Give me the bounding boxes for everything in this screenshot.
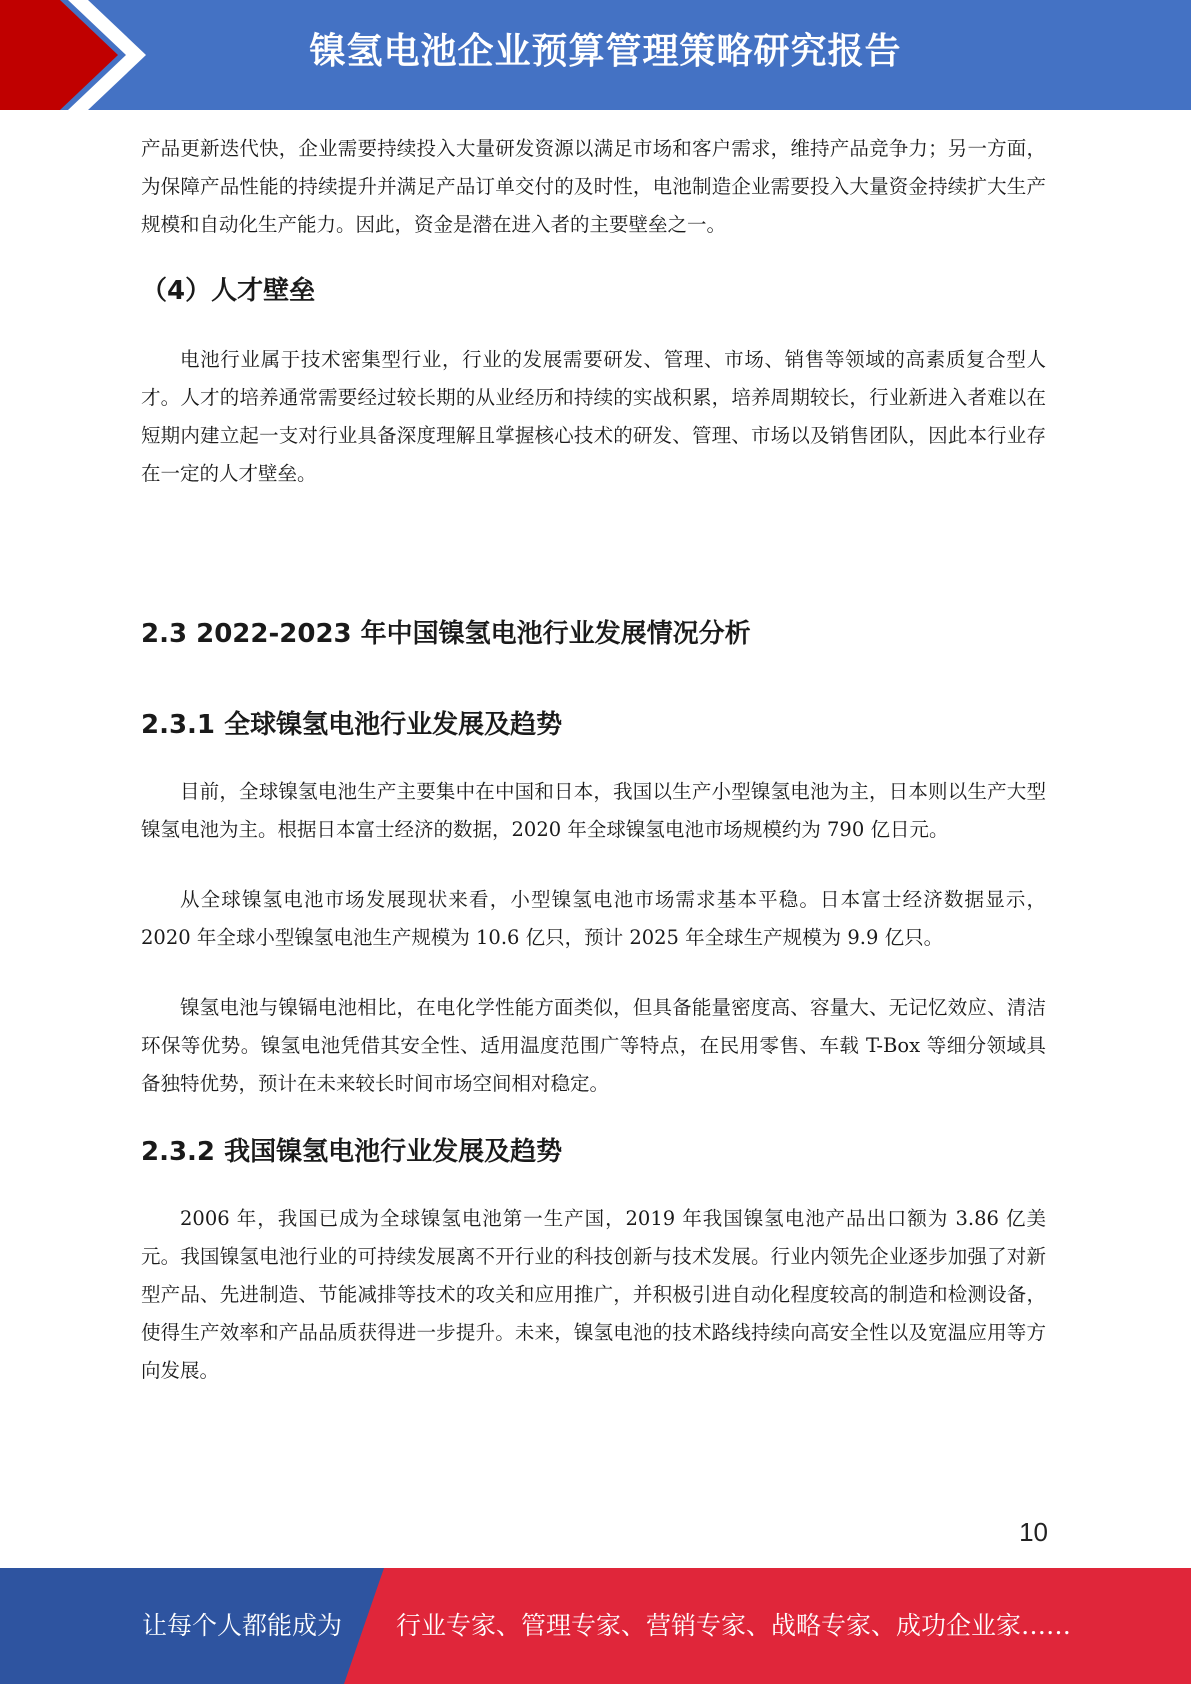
global-paragraph-1: 目前，全球镍氢电池生产主要集中在中国和日本，我国以生产小型镍氢电池为主，日本则以生产大型镍氢电池为主。根据日本富士经济的数据，2020 年全球镍氢电池市场规模约为 790 亿日元。	[141, 780, 1046, 841]
global-paragraph-2: 从全球镍氢电池市场发展现状来看，小型镍氢电池市场需求基本平稳。日本富士经济数据显示，2020 年全球小型镍氢电池生产规模为 10.6 亿只，预计 2025 年全球生产规模为 9.9 亿只。	[141, 888, 1046, 949]
page-body	[141, 130, 1046, 1390]
talent-paragraph: 电池行业属于技术密集型行业，行业的发展需要研发、管理、市场、销售等领域的高素质复合型人才。人才的培养通常需要经过较长期的从业经历和持续的实战积累，培养周期较长，行业新进入者难以在短期内建立起一支对行业具备深度理解且掌握核心技术的研发、管理、市场以及销售团队，因此本行业存在一定的人才壁垒。	[141, 348, 1046, 485]
footer-slogan-right: 行业专家、管理专家、营销专家、战略专家、成功企业家……	[396, 1611, 1072, 1640]
footer-slogan-left: 让每个人都能成为	[142, 1611, 343, 1640]
section-heading-2-3: 2.3 2022-2023 年中国镍氢电池行业发展情况分析	[141, 619, 751, 649]
intro-paragraph: 产品更新迭代快，企业需要持续投入大量研发资源以满足市场和客户需求，维持产品竞争力；另一方面，为保障产品性能的持续提升并满足产品订单交付的及时性，电池制造企业需要投入大量资金持续扩大生产规模和自动化生产能力。因此，资金是潜在进入者的主要壁垒之一。	[141, 137, 1046, 236]
page-number: 10	[1019, 1517, 1048, 1547]
page-footer	[0, 1568, 1191, 1684]
heading-talent-barrier: （4）人才壁垒	[141, 276, 316, 306]
section-heading-2-3-1: 2.3.1 全球镍氢电池行业发展及趋势	[141, 710, 563, 740]
report-title: 镍氢电池企业预算管理策略研究报告	[309, 31, 902, 72]
global-paragraph-3: 镍氢电池与镍镉电池相比，在电化学性能方面类似，但具备能量密度高、容量大、无记忆效应、清洁环保等优势。镍氢电池凭借其安全性、适用温度范围广等特点，在民用零售、车载 T-Box 等细分领域具备独特优势，预计在未来较长时间市场空间相对稳定。	[141, 996, 1046, 1095]
header-arrow-decoration	[0, 0, 150, 110]
china-paragraph: 2006 年，我国已成为全球镍氢电池第一生产国，2019 年我国镍氢电池产品出口额为 3.86 亿美元。我国镍氢电池行业的可持续发展离不开行业的科技创新与技术发展。行业内领先企业逐步加强了对新型产品、先进制造、节能减排等技术的攻关和应用推广，并积极引进自动化程度较高的制造和检测设备，使得生产效率和产品品质获得进一步提升。未来，镍氢电池的技术路线持续向高安全性以及宽温应用等方向发展。	[141, 1207, 1046, 1382]
section-heading-2-3-2: 2.3.2 我国镍氢电池行业发展及趋势	[141, 1137, 563, 1167]
page-header	[0, 0, 1191, 110]
